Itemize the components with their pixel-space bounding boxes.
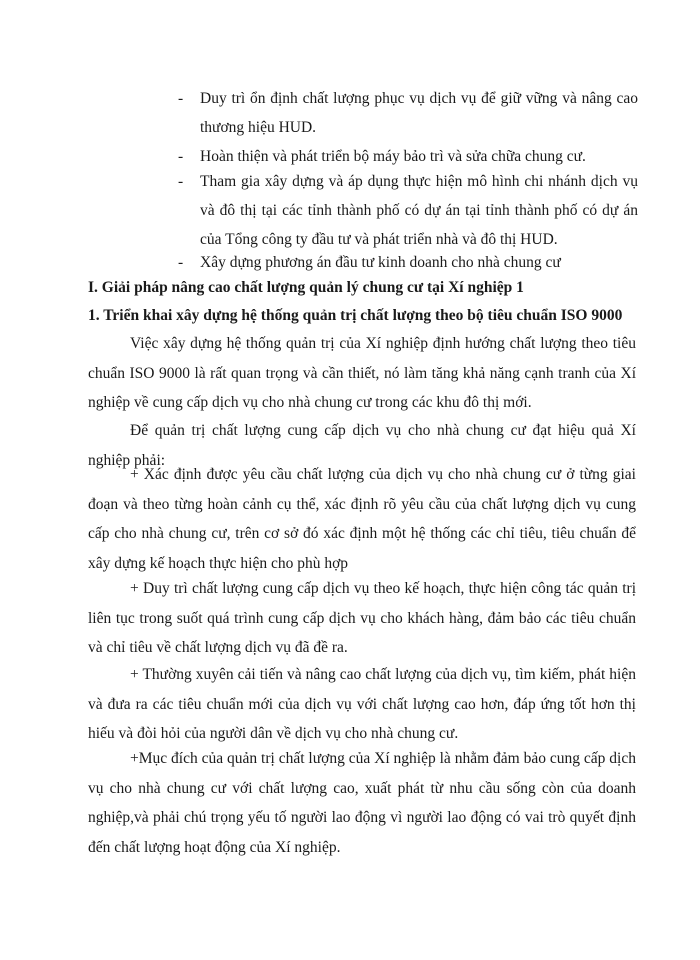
paragraph: + Xác định được yêu cầu chất lượng của dịch vụ cho nhà chung cư ở từng giai đoạn và theo từng hoàn cảnh cụ thể, xác định rõ yêu cầu của chất lượng dịch vụ cung cấp cho nhà chung cư, trên cơ sở đó xác định một hệ thống các chỉ tiêu, tiêu chuẩn để xây dựng kế hoạch thực hiện cho phù hợp [88, 466, 636, 572]
bullet-text: Hoàn thiện và phát triển bộ máy bảo trì và sửa chữa chung cư. [200, 148, 586, 165]
section-heading: I. Giải pháp nâng cao chất lượng quản lý chung cư tại Xí nghiệp 1 [88, 279, 524, 296]
bullet-text: Tham gia xây dựng và áp dụng thực hiện mô hình chi nhánh dịch vụ và đô thị tại các tỉnh thành phố có dự án tại tỉnh thành phố có dự án của Tổng công ty đầu tư và phát triển nhà và đô thị HUD. [200, 173, 638, 248]
paragraph: + Duy trì chất lượng cung cấp dịch vụ theo kế hoạch, thực hiện công tác quản trị liên tục trong suốt quá trình cung cấp dịch vụ cho khách hàng, đảm bảo các tiêu chuẩn và chỉ tiêu về chất lượng dịch vụ đã đề ra. [88, 580, 636, 656]
bullet-text: Xây dựng phương án đầu tư kinh doanh cho nhà chung cư [200, 254, 561, 271]
paragraph: + Thường xuyên cải tiến và nâng cao chất lượng của dịch vụ, tìm kiếm, phát hiện và đưa ra các tiêu chuẩn mới của dịch vụ với chất lượng cao hơn, đáp ứng tốt hơn thị hiếu và đòi hỏi của người dân về dịch vụ cho nhà chung cư. [88, 666, 636, 742]
bullet-marker: - [178, 254, 184, 271]
paragraph: Để quản trị chất lượng cung cấp dịch vụ cho nhà chung cư đạt hiệu quả Xí nghiệp phải: [88, 422, 636, 469]
bullet-text: Duy trì ổn định chất lượng phục vụ dịch vụ để giữ vững và nâng cao thương hiệu HUD. [200, 90, 638, 136]
paragraph: +Mục đích của quản trị chất lượng của Xí nghiệp là nhằm đảm bảo cung cấp dịch vụ cho nhà chung cư với chất lượng cao, xuất phát từ nhu cầu sống còn của doanh nghiệp,và phải chú trọng yếu tố người lao động vì người lao động có vai trò quyết định đến chất lượng hoạt động của Xí nghiệp. [88, 750, 636, 856]
subsection-heading: 1. Triển khai xây dựng hệ thống quản trị chất lượng theo bộ tiêu chuẩn ISO 9000 [88, 307, 623, 324]
bullet-marker: - [178, 90, 184, 107]
paragraph: Việc xây dựng hệ thống quản trị của Xí nghiệp định hướng chất lượng theo tiêu chuẩn ISO 9000 là rất quan trọng và cần thiết, nó làm tăng khả năng cạnh tranh của Xí nghiệp về cung cấp dịch vụ cho nhà chung cư trong các khu đô thị mới. [88, 335, 636, 411]
bullet-marker: - [178, 173, 184, 190]
bullet-item [178, 84, 638, 142]
bullet-item [178, 167, 638, 254]
bullet-marker: - [178, 148, 184, 165]
